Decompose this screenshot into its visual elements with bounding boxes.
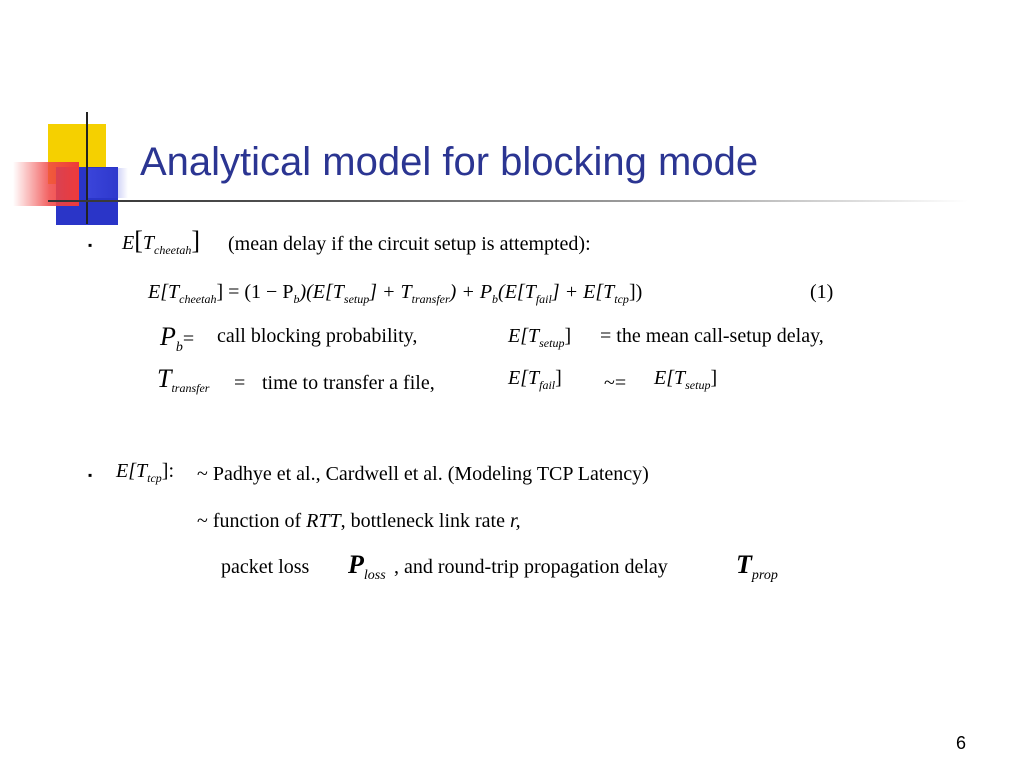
tprop-symbol — [736, 550, 778, 584]
eq-lhs: E[T — [148, 281, 180, 303]
open-bracket: [ — [134, 226, 143, 255]
setup-sub: setup — [539, 336, 565, 350]
tcp-line1: ~ Padhye et al., Cardwell et al. (Modeling TCP Latency) — [197, 463, 649, 485]
bullet-marker: ▪ — [88, 238, 93, 252]
eq-part1: ] = (1 − P — [216, 281, 294, 303]
pb-symbol — [160, 322, 194, 356]
eq-part6: ] + E[T — [551, 281, 615, 303]
eq-part6-sub: tcp — [614, 292, 629, 306]
propagation-text: , and round-trip propagation delay — [394, 556, 668, 578]
ploss-sub: loss — [363, 568, 386, 583]
tprop-sub: prop — [751, 568, 778, 583]
ploss-symbol — [348, 550, 386, 584]
tprop-letter: T — [736, 550, 752, 579]
eq-part7: ]) — [628, 281, 643, 303]
ploss-letter: P — [348, 550, 364, 579]
expected-cheetah-symbol — [122, 226, 200, 258]
transfer-symbol — [157, 364, 209, 396]
math-sub: cheetah — [154, 243, 192, 257]
fail-symbol — [508, 367, 562, 393]
setup-letter: E[T — [508, 325, 540, 347]
pb-definition: call blocking probability, — [217, 325, 418, 347]
setup-symbol — [508, 325, 571, 351]
setup2-close: ] — [710, 367, 718, 389]
bullet1-text: (mean delay if the circuit setup is attempted): — [228, 233, 591, 255]
setup2-letter: E[T — [654, 367, 686, 389]
rtt-term: RTT — [306, 510, 341, 532]
eq-part5: (E[T — [498, 281, 536, 303]
fail-sub: fail — [539, 378, 556, 392]
packet-loss-label: packet loss — [221, 556, 310, 578]
math-e: E — [122, 232, 135, 254]
page-number: 6 — [955, 733, 966, 753]
transfer-definition: time to transfer a file, — [262, 372, 435, 394]
equation-number: (1) — [810, 281, 834, 303]
eq-part3-sub: transfer — [411, 292, 450, 306]
setup2-sub: setup — [685, 378, 711, 392]
eq-part1-sub: b — [293, 292, 300, 306]
tcp-line2 — [197, 510, 521, 533]
tcp-close: ]: — [161, 460, 175, 482]
tcp-sub: tcp — [147, 471, 162, 485]
eq-part5-sub: fail — [535, 292, 552, 306]
pb-equals: = — [182, 328, 195, 350]
eq-lhs-sub: cheetah — [179, 292, 217, 306]
fail-letter: E[T — [508, 367, 540, 389]
bullet-marker-2: ▪ — [88, 468, 93, 482]
pb-letter: P — [160, 322, 176, 351]
close-bracket: ] — [191, 226, 200, 255]
tcp-letter: E[T — [116, 460, 148, 482]
title-underline — [48, 200, 968, 202]
eq-part4-sub: b — [492, 292, 499, 306]
deco-blue-fade — [88, 168, 128, 198]
pb-sub: b — [175, 340, 183, 355]
math-t: T — [142, 232, 155, 254]
transfer-equals: = — [234, 372, 246, 394]
slide-title: Analytical model for blocking mode — [140, 140, 759, 184]
eq-part2: )(E[T — [299, 281, 344, 303]
transfer-sub: transfer — [171, 381, 210, 395]
equation-1 — [148, 281, 642, 307]
setup-definition: = the mean call-setup delay, — [600, 325, 824, 347]
tcp-symbol — [116, 460, 174, 486]
line2-prefix: ~ function of — [197, 510, 307, 532]
eq-part4: ) + P — [449, 281, 493, 303]
transfer-letter: T — [157, 364, 172, 393]
deco-vertical-line — [86, 112, 88, 224]
setup2-symbol — [654, 367, 717, 393]
eq-part3: ] + T — [369, 281, 412, 303]
line2-mid: , bottleneck link rate — [340, 510, 510, 532]
rate-term: r, — [510, 510, 521, 532]
approx-sign: ~= — [604, 372, 627, 394]
eq-part2-sub: setup — [343, 292, 370, 306]
setup-close: ] — [564, 325, 572, 347]
fail-close: ] — [555, 367, 562, 389]
